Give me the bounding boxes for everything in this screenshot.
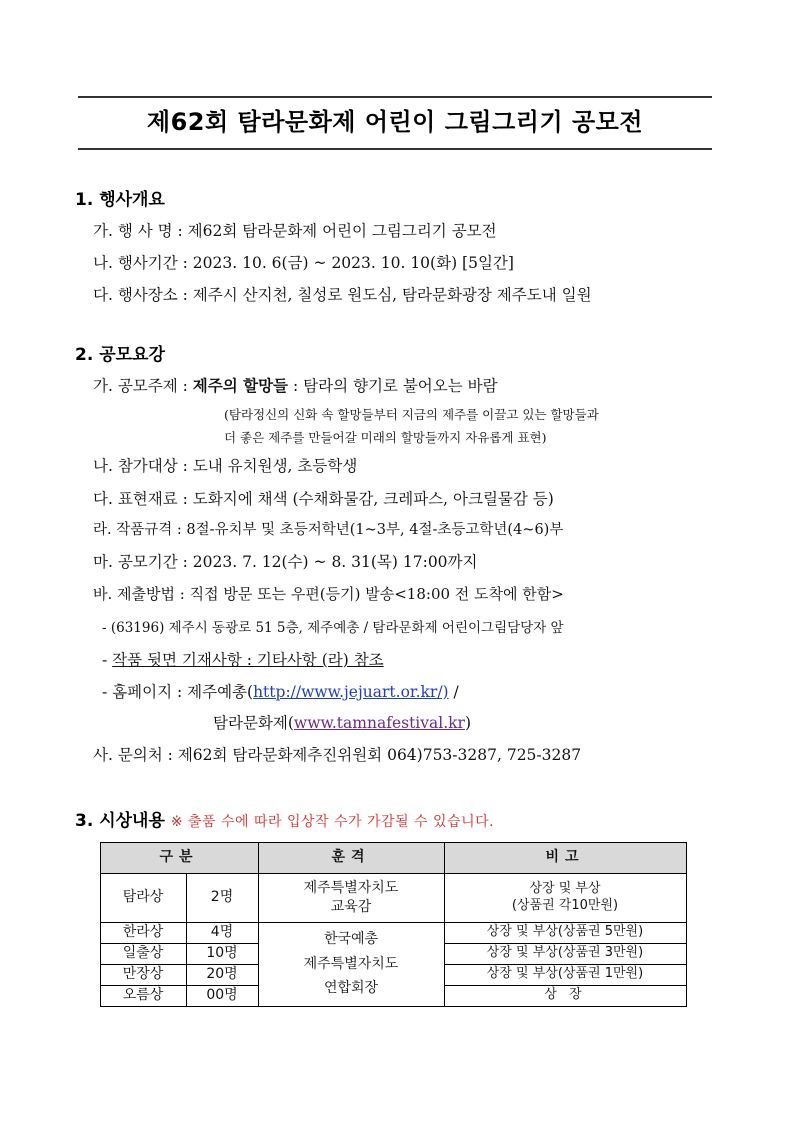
- header-remarks: 비고: [545, 849, 585, 866]
- grid-line: [100, 842, 687, 843]
- homepage2-suffix: ): [464, 714, 471, 732]
- submission-method-line: 바. 제출방법 : 직접 방문 또는 우편(등기) 발송<18:00 전 도착에 한함>: [93, 585, 564, 603]
- section-2-heading: 2. 공모요강: [75, 345, 165, 365]
- event-venue-line: 다. 행사장소 : 제주시 산지천, 칠성로 원도심, 탐라문화광장 제주도내 일원: [93, 286, 592, 304]
- shared-grantor: 한국예총 제주특별자치도 연합회장: [303, 931, 399, 997]
- award-name: 오름상: [122, 987, 164, 1004]
- grid-line: [444, 985, 687, 986]
- award-note: 상장 및 부상(상품권 5만원): [486, 924, 644, 940]
- grid-line: [100, 842, 101, 1007]
- award-note: 상장 및 부상(상품권 1만원): [486, 966, 644, 982]
- header-grantor: 훈격: [331, 849, 371, 866]
- award-count: 20명: [206, 966, 238, 983]
- title-top-rule: [78, 96, 712, 98]
- eligibility-line: 나. 참가대상 : 도내 유치원생, 초등학생: [93, 457, 358, 475]
- page-title: 제62회 탐라문화제 어린이 그림그리기 공모전: [146, 108, 644, 136]
- award-grantor: 제주특별자치도 교육감: [303, 880, 399, 915]
- grid-line: [100, 964, 258, 965]
- back-note-line: [102, 648, 384, 670]
- homepage-line: [102, 680, 459, 702]
- homepage-line-2: [213, 711, 471, 733]
- theme-note-line-2: 더 좋은 제주를 만들어갈 미래의 할망들까지 자유롭게 표현): [224, 430, 547, 445]
- title-bottom-rule: [78, 148, 712, 150]
- grid-line: [100, 873, 687, 874]
- section-1-heading: 1. 행사개요: [75, 190, 165, 210]
- grid-line: [100, 922, 687, 923]
- size-spec-line: 라. 작품규격 : 8절-유치부 및 초등저학년(1~3부, 4절-초등고학년(4~6)부: [93, 522, 564, 538]
- award-note: 상장 및 부상(상품권 3만원): [486, 945, 644, 961]
- jejuart-link[interactable]: http://www.jejuart.or.kr/): [253, 683, 449, 701]
- grid-line: [444, 943, 687, 944]
- grid-line: [100, 1006, 687, 1007]
- award-note: 상 장: [544, 987, 586, 1003]
- award-name: 일출상: [122, 945, 164, 962]
- section-3-heading: [75, 806, 494, 831]
- grid-line: [686, 842, 687, 1007]
- homepage-prefix: - 홈페이지 : 제주예총(: [102, 683, 254, 701]
- award-count: 10명: [206, 945, 238, 962]
- award-name: 한라상: [122, 924, 164, 941]
- contact-line: 사. 문의처 : 제62회 탐라문화제추진위원회 064)753-3287, 725-3287: [93, 746, 582, 764]
- event-period-line: 나. 행사기간 : 2023. 10. 6(금) ~ 2023. 10. 10(화) [5일간]: [93, 254, 514, 272]
- submission-period-line: 마. 공모기간 : 2023. 7. 12(수) ~ 8. 31(목) 17:00까지: [93, 553, 478, 571]
- grid-line: [100, 985, 258, 986]
- grid-line: [186, 873, 187, 1007]
- tamnafestival-link[interactable]: www.tamnafestival.kr: [293, 714, 465, 732]
- award-name: 만장상: [122, 966, 164, 983]
- homepage-suffix: /: [448, 683, 459, 701]
- grid-line: [444, 842, 445, 1007]
- header-category: 구분: [159, 849, 199, 866]
- grid-line: [100, 943, 258, 944]
- event-name-line: 가. 행 사 명 : 제62회 탐라문화제 어린이 그림그리기 공모전: [93, 222, 497, 240]
- grid-line: [258, 842, 259, 1007]
- award-count: 00명: [206, 987, 238, 1004]
- materials-line: 다. 표현재료 : 도화지에 채색 (수채화물감, 크레파스, 아크릴물감 등): [93, 490, 554, 508]
- section-3-notice: ※ 출품 수에 따라 입상작 수가 가감될 수 있습니다.: [170, 814, 495, 830]
- award-count: 2명: [210, 889, 234, 906]
- back-note-dash: -: [102, 651, 113, 669]
- award-name: 탐라상: [122, 889, 164, 906]
- theme-title: 제주의 할망들: [192, 377, 289, 395]
- homepage2-prefix: 탐라문화제(: [213, 714, 294, 732]
- section-3-title: 3. 시상내용: [75, 811, 165, 831]
- theme-note-line-1: (탐라정신의 신화 속 할망들부터 지금의 제주를 이끌고 있는 할망들과: [224, 407, 599, 422]
- grid-line: [444, 964, 687, 965]
- award-note: 상장 및 부상 (상품권 각10만원): [511, 880, 619, 913]
- theme-prefix: 가. 공모주제 :: [93, 377, 193, 395]
- award-count: 4명: [210, 924, 234, 941]
- address-line: - (63196) 제주시 동광로 51 5층, 제주예총 / 탐라문화제 어린이그림담당자 앞: [102, 620, 564, 636]
- theme-rest: : 탐라의 향기로 불어오는 바람: [288, 377, 498, 395]
- back-note-text: 작품 뒷면 기재사항 : 기타사항 (라) 참조: [112, 651, 384, 669]
- theme-line: [93, 374, 498, 396]
